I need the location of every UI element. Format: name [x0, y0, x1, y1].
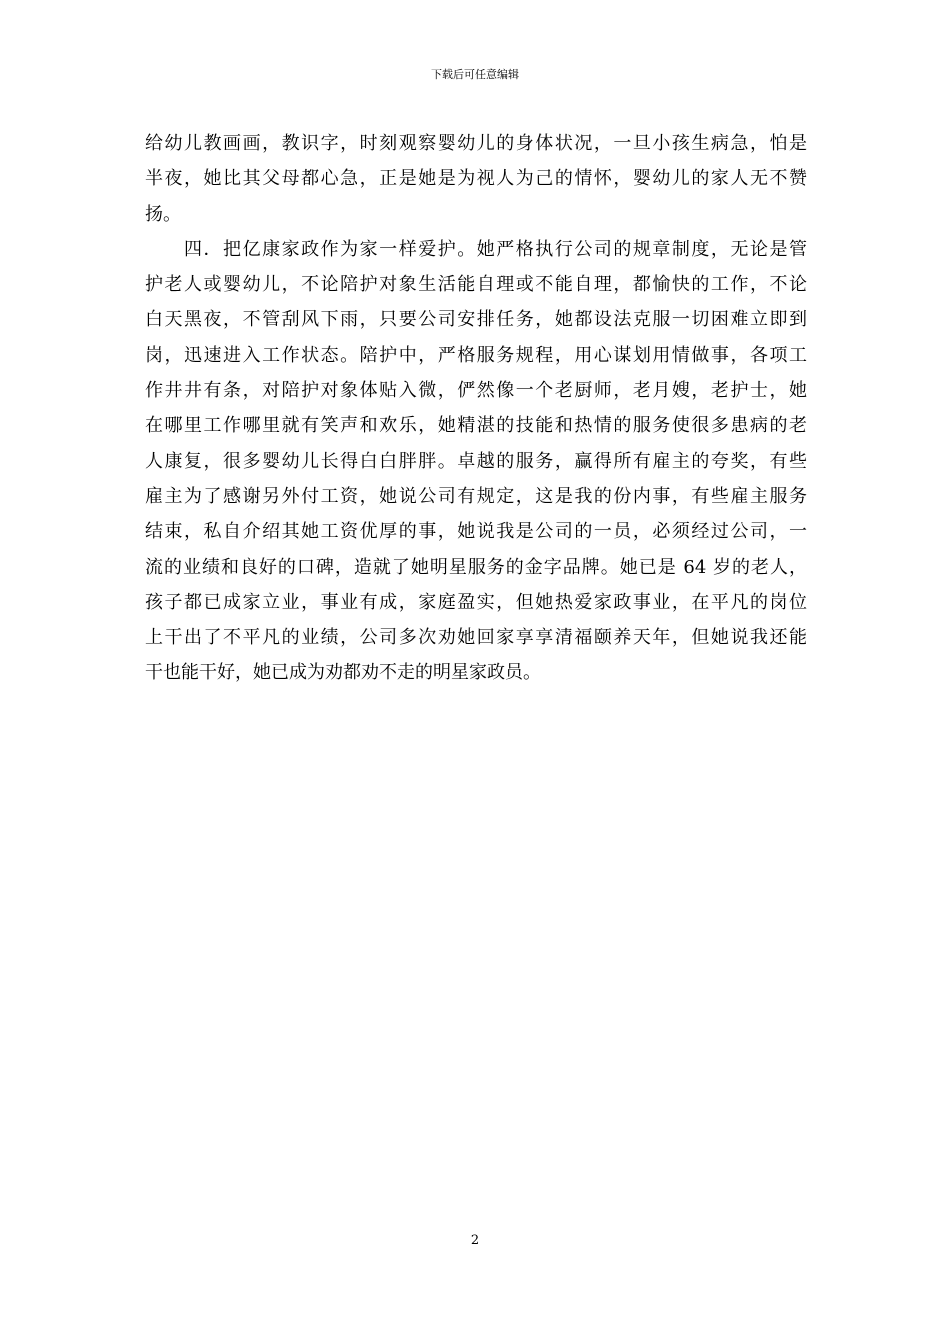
text-line: 流的业绩和良好的口碑，造就了她明星服务的金字品牌。她已是 64 岁的老人，: [145, 556, 807, 578]
text-line: 干也能干好，她已成为劝都劝不走的明星家政员。: [145, 662, 541, 684]
text-line: 扬。: [145, 203, 181, 225]
text-line: 在哪里工作哪里就有笑声和欢乐，她精湛的技能和热情的服务使很多患病的老: [145, 415, 807, 437]
text-line: 上干出了不平凡的业绩，公司多次劝她回家享享清福颐养天年，但她说我还能: [145, 627, 807, 649]
text-line: 护老人或婴幼儿，不论陪护对象生活能自理或不能自理，都愉快的工作，不论: [145, 274, 807, 296]
text-line: 作井井有条，对陪护对象体贴入微，俨然像一个老厨师，老月嫂，老护士，她: [145, 380, 807, 402]
text-line: 雇主为了感谢另外付工资，她说公司有规定，这是我的份内事，有些雇主服务: [145, 485, 807, 507]
text-line: 白天黑夜，不管刮风下雨，只要公司安排任务，她都设法克服一切困难立即到: [145, 309, 807, 331]
text-line: 给幼儿教画画，教识字，时刻观察婴幼儿的身体状况，一旦小孩生病急，怕是: [145, 133, 807, 154]
page-header: 下载后可任意编辑: [431, 68, 519, 81]
text-line: 岗，迅速进入工作状态。陪护中，严格服务规程，用心谋划用情做事，各项工: [145, 344, 807, 366]
text-line: 结束，私自介绍其她工资优厚的事，她说我是公司的一员，必须经过公司，一: [145, 521, 807, 543]
text-line: 半夜，她比其父母都心急，正是她是为视人为己的情怀，婴幼儿的家人无不赞: [145, 168, 807, 190]
page-number: 2: [470, 1233, 480, 1248]
text-line: 四．把亿康家政作为家一样爱护。她严格执行公司的规章制度，无论是管: [145, 238, 807, 260]
text-line: 孩子都已成家立业，事业有成，家庭盈实，但她热爱家政事业，在平凡的岗位: [145, 591, 807, 613]
text-line: 人康复，很多婴幼儿长得白白胖胖。卓越的服务，赢得所有雇主的夸奖，有些: [145, 450, 807, 472]
body-text: [145, 126, 807, 691]
